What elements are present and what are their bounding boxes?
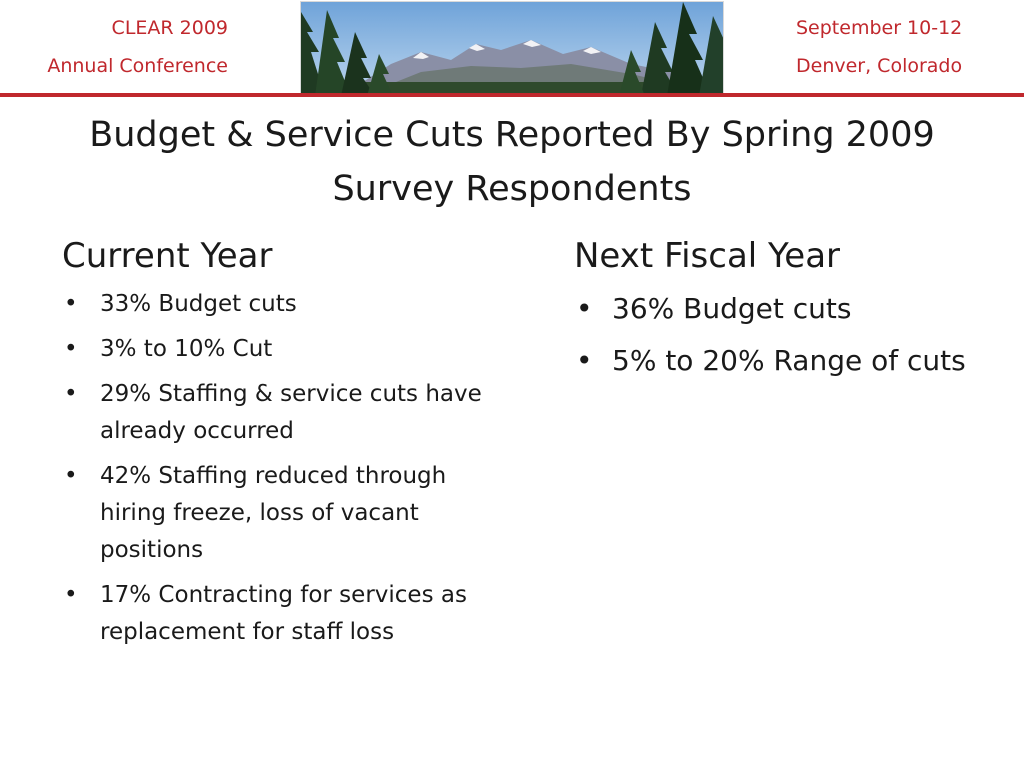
header-divider — [0, 93, 1024, 97]
bullet-icon: • — [64, 291, 78, 317]
conference-subtitle: Annual Conference — [47, 55, 228, 77]
list-item-text: 29% Staffing & service cuts have already occurred — [100, 381, 482, 444]
bullet-icon: • — [64, 463, 78, 489]
conference-location: Denver, Colorado — [796, 55, 963, 77]
list-item-text: 17% Contracting for services as replacement for staff loss — [100, 582, 467, 645]
next-fiscal-year-list — [574, 286, 974, 384]
conference-name — [47, 9, 228, 85]
next-fiscal-year-heading: Next Fiscal Year — [574, 236, 841, 276]
conference-dates: September 10-12 — [796, 17, 963, 39]
list-item — [62, 286, 492, 323]
current-year-column — [62, 230, 492, 659]
bullet-icon: • — [64, 336, 78, 362]
conference-details — [796, 9, 962, 85]
mountain-banner-image — [300, 1, 724, 95]
list-item — [62, 577, 492, 651]
list-item — [62, 458, 492, 569]
current-year-list — [62, 286, 492, 651]
list-item — [62, 376, 492, 450]
list-item-text: 36% Budget cuts — [612, 292, 852, 325]
mountain-landscape-icon — [301, 2, 724, 95]
current-year-heading: Current Year — [62, 236, 273, 276]
list-item-text: 3% to 10% Cut — [100, 336, 273, 362]
bullet-icon: • — [64, 381, 78, 407]
list-item — [574, 286, 974, 332]
conference-title: CLEAR 2009 — [111, 17, 228, 39]
bullet-icon: • — [64, 582, 78, 608]
bullet-icon: • — [576, 344, 593, 377]
list-item — [62, 331, 492, 368]
list-item-text: 33% Budget cuts — [100, 291, 297, 317]
slide-title: Budget & Service Cuts Reported By Spring 2009 Survey Respondents — [89, 115, 935, 209]
list-item-text: 5% to 20% Range of cuts — [612, 344, 966, 377]
list-item-text: 42% Staffing reduced through hiring freeze, loss of vacant positions — [100, 463, 447, 563]
bullet-icon: • — [576, 292, 593, 325]
next-fiscal-year-column — [574, 230, 974, 390]
list-item — [574, 338, 974, 384]
